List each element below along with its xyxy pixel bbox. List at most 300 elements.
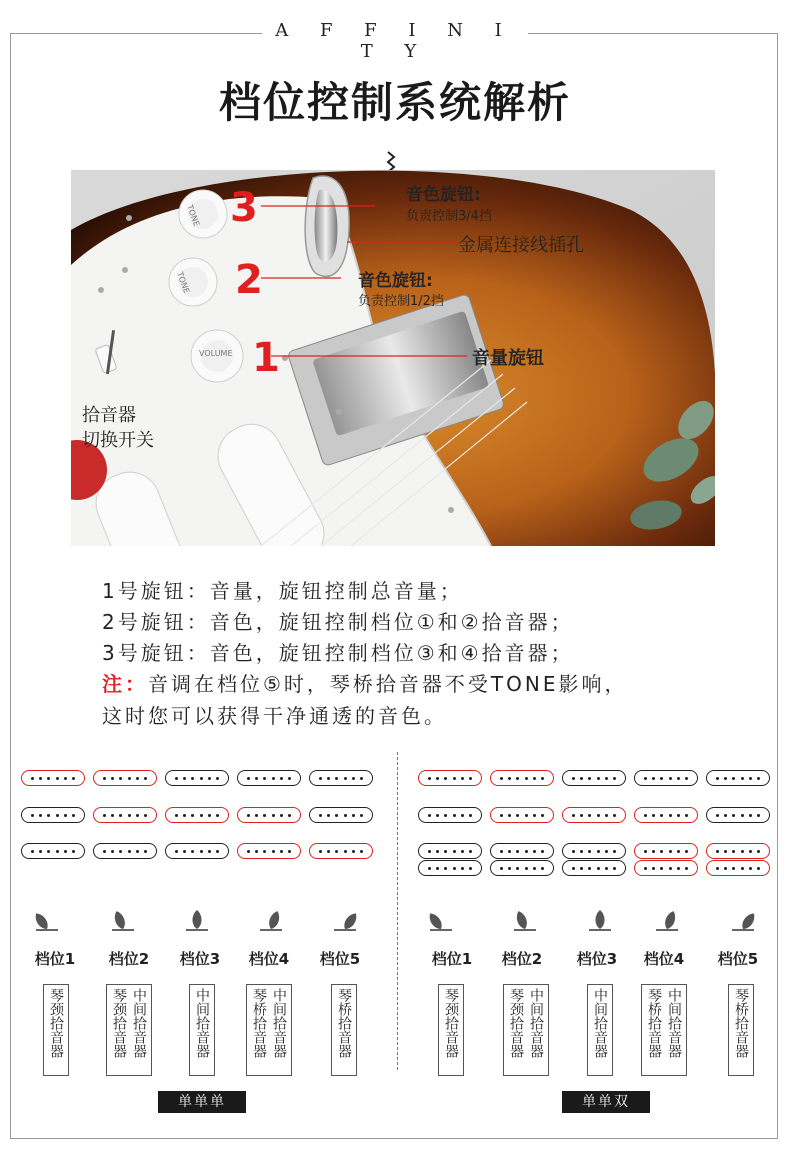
neck-pickup [490,770,554,786]
pole-dot [111,777,114,780]
position-label: 档位4 [248,950,290,968]
pickup-selection-text: 中间拾音器 [131,988,147,1058]
pole-dot [360,814,363,817]
pole-dot [56,850,59,853]
bridge-pickup [93,843,157,859]
pole-dot [741,850,744,853]
pole-dot [757,777,760,780]
pole-dot [247,777,250,780]
pole-dot [144,777,147,780]
pole-dot [200,850,203,853]
pole-dot [208,814,211,817]
tone-knob-b-title: 音色旋钮: [358,271,433,291]
pole-dot [669,867,672,870]
pole-dot [280,814,283,817]
pole-dot [428,850,431,853]
pole-dot [716,814,719,817]
bridge-humbucker-coil-a [634,843,698,859]
pole-dot [428,777,431,780]
pole-dot [660,850,663,853]
pole-dot [183,850,186,853]
tone-knob-b-desc: 负责控制1/2挡 [358,294,444,309]
bridge-humbucker-coil-b [418,860,482,876]
pole-dot [580,850,583,853]
pole-dot [272,850,275,853]
pickup-selection-text: 琴桥拾音器 [646,988,662,1058]
pole-dot [669,814,672,817]
pole-dot [469,814,472,817]
pole-dot [272,777,275,780]
position-label: 档位3 [179,950,221,968]
pole-dot [724,850,727,853]
pole-dot [461,814,464,817]
pole-dot [136,777,139,780]
pole-dot [453,867,456,870]
info-note [102,668,628,697]
pole-dot [724,867,727,870]
pole-dot [56,814,59,817]
pickup-selection-text: 中间拾音器 [528,988,544,1058]
pole-dot [175,777,178,780]
pole-dot [749,850,752,853]
pole-dot [724,777,727,780]
pole-dot [288,777,291,780]
bridge-humbucker-coil-b [706,860,770,876]
pole-dot [327,850,330,853]
frame-top-right-rule [528,33,778,34]
switch-label-line1: 拾音器 [82,405,136,426]
pole-dot [580,867,583,870]
pole-dot [72,777,75,780]
bridge-humbucker-coil-a [706,843,770,859]
pole-dot [533,867,536,870]
pole-dot [588,777,591,780]
pole-dot [516,814,519,817]
pole-dot [280,777,283,780]
switch-lever-icon [652,908,682,932]
bridge-humbucker-coil-b [634,860,698,876]
pole-dot [732,867,735,870]
pole-dot [216,814,219,817]
pickup-selection-text: 中间拾音器 [666,988,682,1058]
pole-dot [685,850,688,853]
middle-pickup [309,807,373,823]
config-tag-ssh: 单单双 [562,1091,650,1113]
pole-dot [47,814,50,817]
pole-dot [597,850,600,853]
volume-knob-label: 音量旋钮 [472,348,544,369]
tone-knob-a-desc: 负责控制3/4挡 [406,209,492,224]
pole-dot [444,814,447,817]
pole-dot [644,814,647,817]
pole-dot [39,850,42,853]
pole-dot [436,867,439,870]
pole-dot [605,814,608,817]
pole-dot [541,867,544,870]
pole-dot [749,814,752,817]
pole-dot [175,850,178,853]
pole-dot [444,777,447,780]
pole-dot [111,850,114,853]
pole-dot [741,814,744,817]
pole-dot [644,867,647,870]
position-label: 档位4 [643,950,685,968]
pole-dot [335,850,338,853]
pole-dot [119,777,122,780]
pole-dot [508,814,511,817]
pole-dot [660,814,663,817]
pole-dot [352,814,355,817]
knob-tone2-label: TONE [175,270,192,295]
pole-dot [64,814,67,817]
middle-pickup [634,807,698,823]
pole-dot [516,850,519,853]
pole-dot [144,850,147,853]
pole-dot [572,814,575,817]
bridge-pickup [21,843,85,859]
position-label: 档位2 [501,950,543,968]
bridge-humbucker-coil-a [490,843,554,859]
pole-dot [461,777,464,780]
page-title: 档位控制系统解析 [218,78,571,127]
pole-dot [31,850,34,853]
pole-dot [344,777,347,780]
pole-dot [500,867,503,870]
pickup-selection-box [106,984,152,1076]
pole-dot [580,777,583,780]
info-line-5: 这时您可以获得干净通透的音色。 [102,704,447,728]
pole-dot [263,814,266,817]
pole-dot [525,814,528,817]
pickup-selection-box [728,984,754,1076]
switch-lever-icon [32,908,62,932]
neck-pickup [237,770,301,786]
pole-dot [119,850,122,853]
pole-dot [247,850,250,853]
pole-dot [613,777,616,780]
pole-dot [525,777,528,780]
pole-dot [335,777,338,780]
switch-lever-icon [182,908,212,932]
pole-dot [669,850,672,853]
pole-dot [597,867,600,870]
config-tag-sss: 单单单 [158,1091,246,1113]
pole-dot [327,777,330,780]
pole-dot [677,814,680,817]
pole-dot [183,777,186,780]
pole-dot [469,777,472,780]
neck-pickup [309,770,373,786]
pole-dot [453,814,456,817]
pole-dot [288,850,291,853]
pole-dot [436,850,439,853]
pole-dot [533,777,536,780]
middle-pickup [93,807,157,823]
pole-dot [644,850,647,853]
pole-dot [208,850,211,853]
knob-volume-label: VOLUME [199,349,233,358]
pole-dot [461,850,464,853]
pickup-selection-text: 琴桥拾音器 [336,988,352,1058]
pole-dot [191,850,194,853]
knob-tone1-label: TONE [185,203,202,228]
pole-dot [677,850,680,853]
pole-dot [500,850,503,853]
pole-dot [263,850,266,853]
pickup-selection-text: 琴桥拾音器 [733,988,749,1058]
middle-pickup [237,807,301,823]
pole-dot [64,850,67,853]
neck-pickup [706,770,770,786]
bridge-humbucker-coil-b [562,860,626,876]
pole-dot [652,850,655,853]
pole-dot [541,850,544,853]
pole-dot [533,850,536,853]
position-label: 档位2 [108,950,150,968]
pole-dot [597,777,600,780]
pole-dot [613,814,616,817]
pole-dot [72,814,75,817]
pickup-selection-box [641,984,687,1076]
bridge-pickup [165,843,229,859]
pole-dot [119,814,122,817]
pole-dot [436,777,439,780]
pole-dot [741,867,744,870]
pole-dot [525,850,528,853]
pole-dot [428,867,431,870]
pole-dot [732,850,735,853]
guitar-illustration [71,170,715,546]
switch-lever-icon [108,908,138,932]
pole-dot [652,867,655,870]
pole-dot [360,777,363,780]
pole-dot [588,850,591,853]
pole-dot [335,814,338,817]
pole-dot [352,850,355,853]
pole-dot [255,777,258,780]
pole-dot [428,814,431,817]
middle-pickup [165,807,229,823]
bridge-humbucker-coil-a [418,843,482,859]
pole-dot [685,867,688,870]
pole-dot [677,777,680,780]
brand-name: A F F I N I T Y [275,20,515,62]
pole-dot [247,814,250,817]
pole-dot [216,850,219,853]
pole-dot [288,814,291,817]
pole-dot [757,867,760,870]
pole-dot [327,814,330,817]
pole-dot [103,814,106,817]
pole-dot [669,777,672,780]
pole-dot [103,777,106,780]
pole-dot [72,850,75,853]
pole-dot [749,777,752,780]
note-text: 音调在档位⑤时，琴桥拾音器不受TONE影响， [148,672,628,696]
pickup-selection-text: 中间拾音器 [592,988,608,1058]
pole-dot [716,867,719,870]
middle-pickup [490,807,554,823]
middle-pickup [21,807,85,823]
pole-dot [136,814,139,817]
pickup-selection-text: 琴颈拾音器 [508,988,524,1058]
pole-dot [749,867,752,870]
pickup-selection-text: 中间拾音器 [271,988,287,1058]
pole-dot [436,814,439,817]
bridge-pickup [309,843,373,859]
pole-dot [516,777,519,780]
pole-dot [516,867,519,870]
neck-pickup [21,770,85,786]
callout-number-2: 2 [235,257,263,303]
pickup-selection-text: 中间拾音器 [194,988,210,1058]
pole-dot [103,850,106,853]
pole-dot [344,850,347,853]
pole-dot [541,777,544,780]
pole-dot [144,814,147,817]
position-label: 档位3 [576,950,618,968]
pole-dot [255,814,258,817]
pole-dot [200,777,203,780]
pole-dot [136,850,139,853]
pole-dot [660,867,663,870]
pole-dot [453,850,456,853]
pole-dot [453,777,456,780]
pole-dot [444,867,447,870]
pole-dot [508,850,511,853]
pole-dot [572,867,575,870]
pole-dot [508,867,511,870]
pole-dot [111,814,114,817]
pole-dot [677,867,680,870]
pole-dot [56,777,59,780]
pickup-selection-box [587,984,613,1076]
pickup-selection-text: 琴颈拾音器 [443,988,459,1058]
pole-dot [31,814,34,817]
position-label: 档位1 [431,950,473,968]
pole-dot [716,850,719,853]
switch-lever-icon [585,908,615,932]
pole-dot [757,850,760,853]
switch-label-line2: 切换开关 [82,430,154,451]
pole-dot [541,814,544,817]
pole-dot [39,814,42,817]
info-line-3: 3号旋钮：音色，旋钮控制档位③和④拾音器； [102,641,574,665]
pole-dot [757,814,760,817]
info-line-1: 1号旋钮：音量，旋钮控制总音量； [102,579,463,603]
pickup-selection-box [246,984,292,1076]
pole-dot [685,814,688,817]
middle-pickup [562,807,626,823]
pickup-selection-text: 琴桥拾音器 [251,988,267,1058]
pole-dot [263,777,266,780]
neck-pickup [93,770,157,786]
pole-dot [508,777,511,780]
pole-dot [31,777,34,780]
pickup-selection-box [43,984,69,1076]
pole-dot [605,867,608,870]
pole-dot [272,814,275,817]
pole-dot [644,777,647,780]
switch-lever-icon [256,908,286,932]
middle-pickup [418,807,482,823]
pole-dot [255,850,258,853]
pole-dot [444,850,447,853]
pickup-selection-box [331,984,357,1076]
info-line-2: 2号旋钮：音色，旋钮控制档位①和②拾音器； [102,610,574,634]
callout-number-3: 3 [230,185,258,231]
pole-dot [461,867,464,870]
pole-dot [605,777,608,780]
pole-dot [597,814,600,817]
pickup-selection-box [189,984,215,1076]
pole-dot [208,777,211,780]
pole-dot [64,777,67,780]
pole-dot [572,777,575,780]
pole-dot [652,777,655,780]
pole-dot [352,777,355,780]
switch-lever-icon [728,908,758,932]
tone-knob-a-title: 音色旋钮: [406,185,481,205]
neck-pickup [562,770,626,786]
pole-dot [732,814,735,817]
pole-dot [732,777,735,780]
guitar-photo [71,170,715,546]
pole-dot [39,777,42,780]
switch-lever-icon [426,908,456,932]
pickup-selection-text: 琴颈拾音器 [48,988,64,1058]
center-divider [397,752,398,1070]
position-label: 档位5 [717,950,759,968]
pole-dot [47,850,50,853]
pole-dot [469,867,472,870]
pole-dot [660,777,663,780]
pickup-selection-box [438,984,464,1076]
pole-dot [588,814,591,817]
pole-dot [344,814,347,817]
bridge-humbucker-coil-b [490,860,554,876]
pickup-selection-box [503,984,549,1076]
middle-pickup [706,807,770,823]
pole-dot [605,850,608,853]
pole-dot [533,814,536,817]
pole-dot [200,814,203,817]
pole-dot [191,777,194,780]
bridge-humbucker-coil-a [562,843,626,859]
neck-pickup [165,770,229,786]
switch-lever-icon [510,908,540,932]
pole-dot [280,850,283,853]
pole-dot [128,850,131,853]
pole-dot [724,814,727,817]
pole-dot [175,814,178,817]
pole-dot [652,814,655,817]
pole-dot [183,814,186,817]
neck-pickup [418,770,482,786]
bridge-pickup [237,843,301,859]
pole-dot [685,777,688,780]
jack-label: 金属连接线插孔 [458,235,584,256]
callout-number-1: 1 [252,335,280,381]
pole-dot [469,850,472,853]
pickup-selection-text: 琴颈拾音器 [111,988,127,1058]
pole-dot [500,777,503,780]
pole-dot [216,777,219,780]
pole-dot [191,814,194,817]
pole-dot [613,850,616,853]
pole-dot [128,777,131,780]
pole-dot [613,867,616,870]
